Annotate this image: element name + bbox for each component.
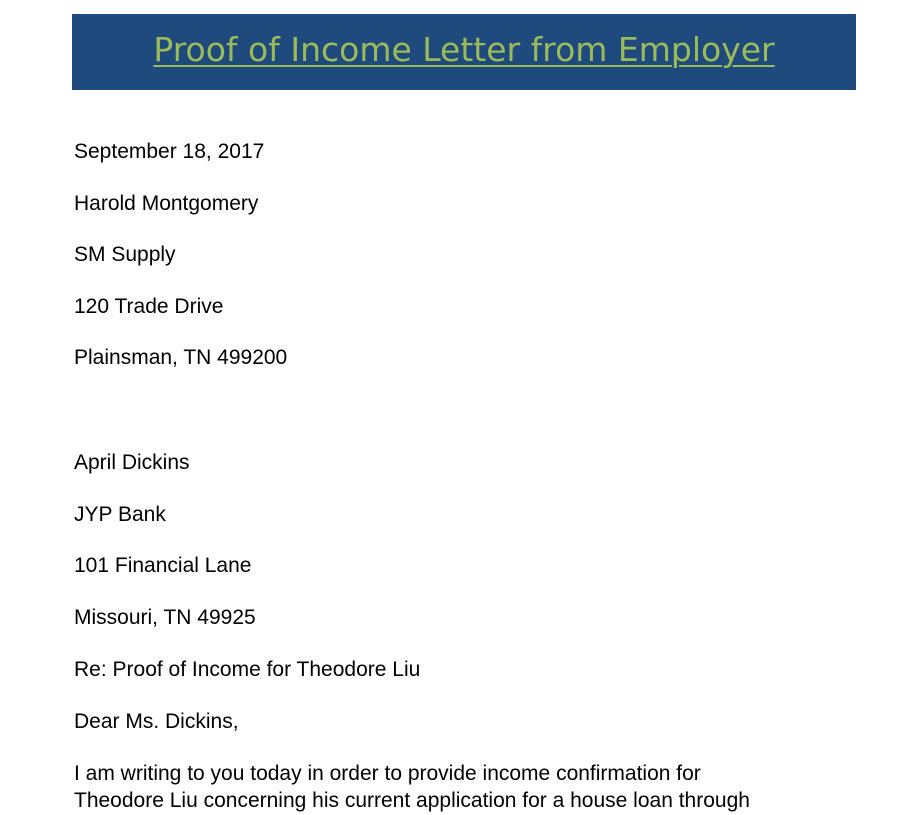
sender-company: SM Supply [74, 243, 176, 266]
recipient-city-state-zip: Missouri, TN 49925 [74, 606, 256, 629]
sender-name: Harold Montgomery [74, 192, 259, 215]
document-title: Proof of Income Letter from Employer [153, 30, 775, 69]
sender-city-state-zip: Plainsman, TN 499200 [74, 346, 288, 369]
recipient-street: 101 Financial Lane [74, 554, 252, 577]
body-paragraph: I am writing to you today in order to provide income confirmation for Theodore Liu concerning his current application for a house loan through [74, 762, 750, 812]
salutation: Dear Ms. Dickins, [74, 710, 239, 733]
recipient-company: JYP Bank [74, 503, 166, 526]
letter-date: September 18, 2017 [74, 140, 265, 163]
subject-line: Re: Proof of Income for Theodore Liu [74, 658, 421, 681]
title-banner [72, 14, 856, 90]
sender-street: 120 Trade Drive [74, 295, 224, 318]
recipient-name: April Dickins [74, 451, 190, 474]
